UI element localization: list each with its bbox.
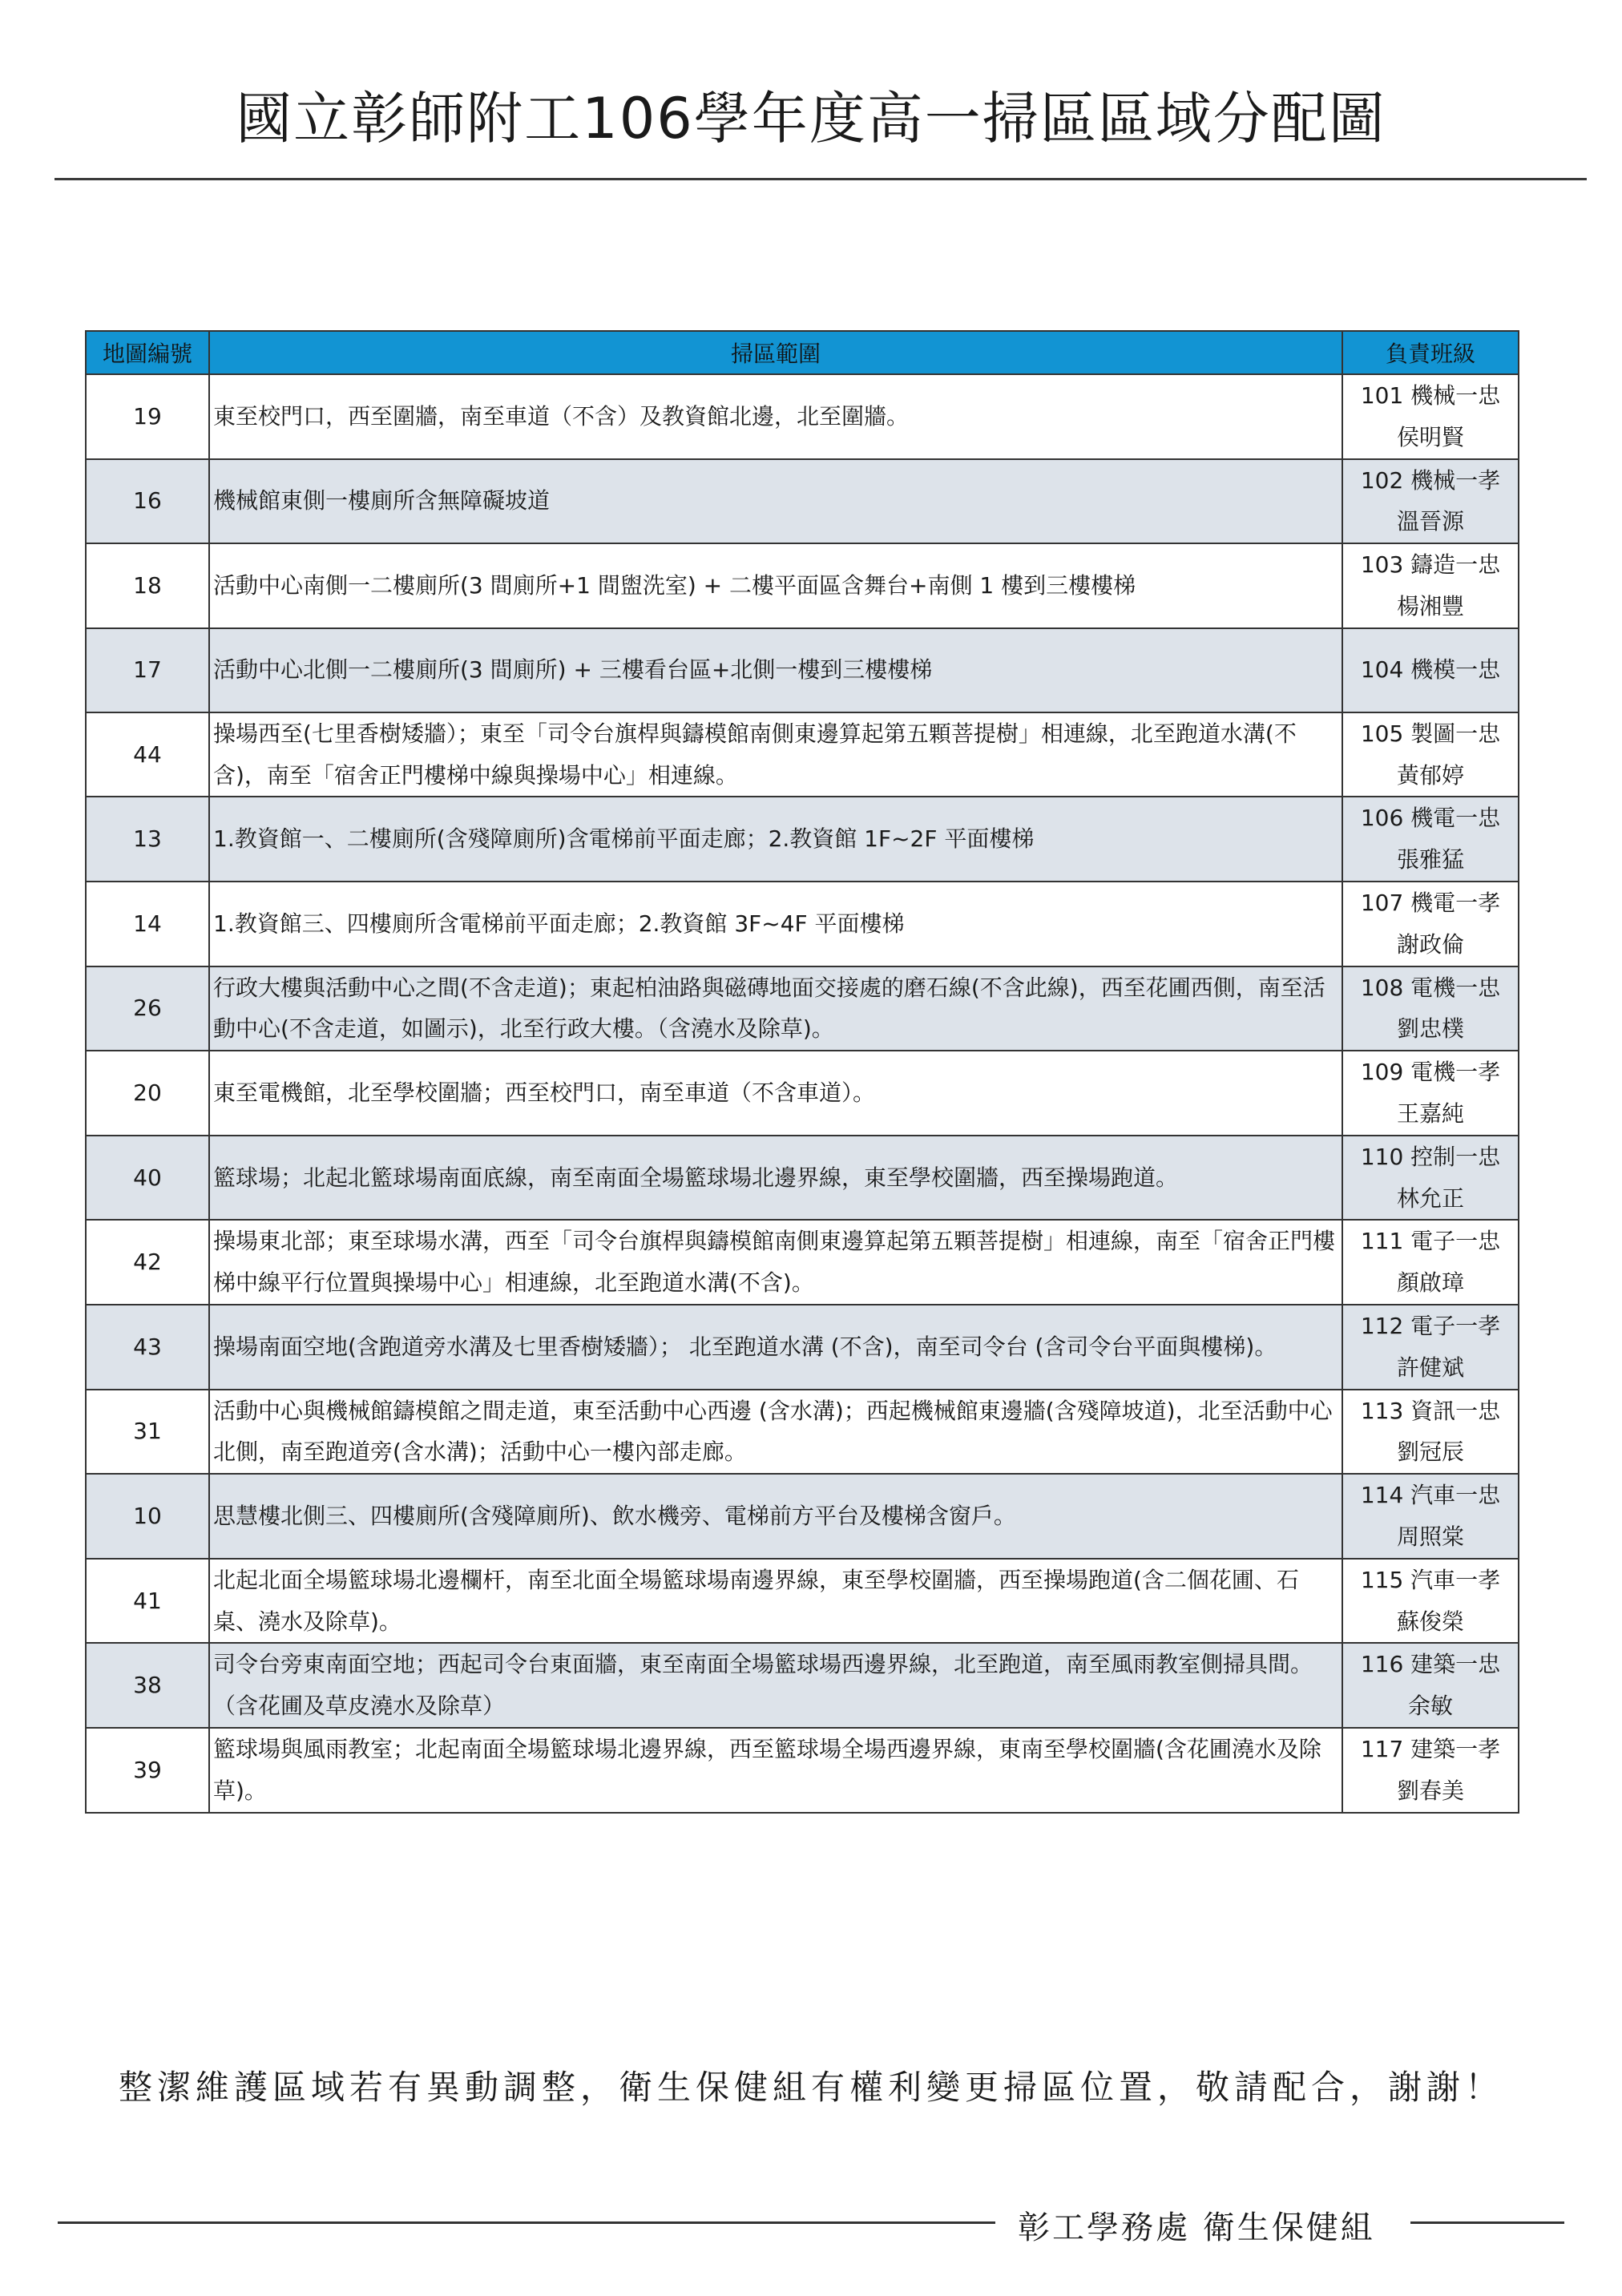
table-row [86, 1559, 1519, 1644]
class-cell [1342, 1643, 1519, 1728]
class-name: 106 機電一忠 [1360, 805, 1501, 832]
class-cell [1342, 712, 1519, 797]
header-area: 掃區範圍 [209, 331, 1342, 374]
map-number-cell: 18 [86, 543, 209, 628]
table-row [86, 797, 1519, 882]
area-cell: 籃球場與風雨教室；北起南面全場籃球場北邊界線，西至籃球場全場西邊界線，東南至學校圍牆(含花圃澆水及除草)。 [209, 1728, 1342, 1813]
allocation-table [85, 330, 1519, 1814]
notice-text: 整潔維護區域若有異動調整，衛生保健組有權利變更掃區位置，敬請配合，謝謝！ [118, 2068, 1503, 2107]
table-row [86, 628, 1519, 712]
map-number-cell: 17 [86, 628, 209, 712]
class-cell [1342, 1136, 1519, 1221]
class-cell [1342, 459, 1519, 544]
class-name: 113 資訊一忠 [1360, 1397, 1501, 1424]
area-cell: 籃球場；北起北籃球場南面底線，南至南面全場籃球場北邊界線，東至學校圍牆，西至操場跑道。 [209, 1136, 1342, 1221]
class-cell [1342, 543, 1519, 628]
area-cell: 活動中心北側一二樓廁所(3 間廁所) + 三樓看台區+北側一樓到三樓樓梯 [209, 628, 1342, 712]
teacher-name: 溫晉源 [1396, 508, 1464, 535]
teacher-name: 劉忠樸 [1396, 1015, 1464, 1043]
class-cell [1342, 966, 1519, 1051]
class-name: 102 機械一孝 [1360, 466, 1501, 494]
teacher-name: 謝政倫 [1396, 930, 1464, 958]
class-cell [1342, 1474, 1519, 1559]
class-name: 103 鑄造一忠 [1360, 551, 1501, 579]
class-cell [1342, 1390, 1519, 1475]
map-number-cell: 19 [86, 374, 209, 459]
map-number-cell: 39 [86, 1728, 209, 1813]
area-cell: 機械館東側一樓廁所含無障礙坡道 [209, 459, 1342, 544]
class-name: 114 汽車一忠 [1360, 1482, 1501, 1509]
table-row [86, 1643, 1519, 1728]
map-number-cell: 10 [86, 1474, 209, 1559]
area-cell: 東至校門口，西至圍牆，南至車道（不含）及教資館北邊，北至圍牆。 [209, 374, 1342, 459]
table-row [86, 1305, 1519, 1390]
teacher-name: 黃郁婷 [1396, 761, 1464, 789]
area-cell: 操場東北部；東至球場水溝，西至「司令台旗桿與鑄模館南側東邊算起第五顆菩提樹」相連線，南至「宿舍正門樓梯中線平行位置與操場中心」相連線，北至跑道水溝(不含)。 [209, 1220, 1342, 1305]
class-cell [1342, 882, 1519, 966]
teacher-name: 劉冠辰 [1396, 1439, 1464, 1466]
class-name: 112 電子一孝 [1360, 1312, 1501, 1339]
header-class: 負責班級 [1342, 331, 1519, 374]
map-number-cell: 41 [86, 1559, 209, 1644]
class-cell [1342, 1559, 1519, 1644]
area-cell: 操場西至(七里香樹矮牆）；東至「司令台旗桿與鑄模館南側東邊算起第五顆菩提樹」相連線，北至跑道水溝(不含)，南至「宿舍正門樓梯中線與操場中心」相連線。 [209, 712, 1342, 797]
teacher-name: 劉春美 [1396, 1777, 1464, 1804]
table-row [86, 1474, 1519, 1559]
table-row [86, 374, 1519, 459]
table-row [86, 1051, 1519, 1136]
teacher-name: 侯明賢 [1396, 423, 1464, 450]
map-number-cell: 13 [86, 797, 209, 882]
class-name: 110 控制一忠 [1360, 1143, 1501, 1170]
area-cell: 操場南面空地(含跑道旁水溝及七里香樹矮牆）； 北至跑道水溝 (不含)，南至司令台 (含司令台平面與樓梯)。 [209, 1305, 1342, 1390]
table-row [86, 1728, 1519, 1813]
teacher-name: 楊湘豐 [1396, 592, 1464, 619]
map-number-cell: 38 [86, 1643, 209, 1728]
teacher-name: 蘇俊榮 [1396, 1608, 1464, 1635]
map-number-cell: 31 [86, 1390, 209, 1475]
class-cell [1342, 374, 1519, 459]
footer-office: 彰工學務處 衛生保健組 [1018, 2209, 1375, 2246]
table-header-row [86, 331, 1519, 374]
map-number-cell: 16 [86, 459, 209, 544]
area-cell: 1.教資館一、二樓廁所(含殘障廁所)含電梯前平面走廊；2.教資館 1F~2F 平面樓梯 [209, 797, 1342, 882]
area-cell: 東至電機館，北至學校圍牆；西至校門口，南至車道（不含車道）。 [209, 1051, 1342, 1136]
title-divider [54, 178, 1587, 180]
area-cell: 活動中心與機械館鑄模館之間走道，東至活動中心西邊 (含水溝)；西起機械館東邊牆(含殘障坡道)，北至活動中心北側，南至跑道旁(含水溝)；活動中心一樓內部走廊。 [209, 1390, 1342, 1475]
class-cell [1342, 628, 1519, 712]
map-number-cell: 14 [86, 882, 209, 966]
area-cell: 行政大樓與活動中心之間(不含走道)；東起柏油路與磁磚地面交接處的磨石線(不含此線)，西至花圃西側，南至活動中心(不含走道，如圖示)，北至行政大樓。（含澆水及除草)。 [209, 966, 1342, 1051]
map-number-cell: 40 [86, 1136, 209, 1221]
table-row [86, 543, 1519, 628]
class-name: 107 機電一孝 [1360, 889, 1501, 916]
class-name: 104 機模一忠 [1360, 656, 1501, 684]
footer-divider-right [1410, 2221, 1564, 2224]
teacher-name: 林允正 [1396, 1184, 1464, 1212]
class-cell [1342, 1220, 1519, 1305]
footer-divider-left [58, 2221, 995, 2224]
area-cell: 司令台旁東南面空地；西起司令台東面牆，東至南面全場籃球場西邊界線，北至跑道，南至風雨教室側掃具間。（含花圃及草皮澆水及除草） [209, 1643, 1342, 1728]
table-row [86, 1220, 1519, 1305]
map-number-cell: 42 [86, 1220, 209, 1305]
area-cell: 北起北面全場籃球場北邊欄杆，南至北面全場籃球場南邊界線，東至學校圍牆，西至操場跑道(含二個花圃、石桌、澆水及除草)。 [209, 1559, 1342, 1644]
class-cell [1342, 1305, 1519, 1390]
table-row [86, 1136, 1519, 1221]
class-name: 101 機械一忠 [1360, 382, 1501, 409]
area-cell: 活動中心南側一二樓廁所(3 間廁所+1 間盥洗室) + 二樓平面區含舞台+南側 1 樓到三樓樓梯 [209, 543, 1342, 628]
teacher-name: 周照棠 [1396, 1523, 1464, 1550]
map-number-cell: 20 [86, 1051, 209, 1136]
class-name: 115 汽車一孝 [1360, 1566, 1501, 1593]
header-map-number: 地圖編號 [86, 331, 209, 374]
class-cell [1342, 797, 1519, 882]
class-cell [1342, 1728, 1519, 1813]
class-name: 108 電機一忠 [1360, 974, 1501, 1001]
teacher-name: 張雅猛 [1396, 846, 1464, 874]
map-number-cell: 44 [86, 712, 209, 797]
table-row [86, 882, 1519, 966]
map-number-cell: 43 [86, 1305, 209, 1390]
area-cell: 1.教資館三、四樓廁所含電梯前平面走廊；2.教資館 3F~4F 平面樓梯 [209, 882, 1342, 966]
table-row [86, 459, 1519, 544]
class-cell [1342, 1051, 1519, 1136]
class-name: 111 電子一忠 [1360, 1228, 1501, 1255]
teacher-name: 王嘉純 [1396, 1100, 1464, 1127]
table-row [86, 966, 1519, 1051]
class-name: 117 建築一孝 [1360, 1735, 1501, 1762]
table-row [86, 712, 1519, 797]
teacher-name: 許健斌 [1396, 1354, 1464, 1381]
teacher-name: 余敏 [1407, 1693, 1453, 1720]
class-name: 116 建築一忠 [1360, 1651, 1501, 1678]
teacher-name: 顏啟璋 [1396, 1269, 1464, 1297]
map-number-cell: 26 [86, 966, 209, 1051]
class-name: 105 製圖一忠 [1360, 720, 1501, 747]
page-title: 國立彰師附工106學年度高一掃區區域分配圖 [236, 86, 1386, 151]
area-cell: 思慧樓北側三、四樓廁所(含殘障廁所)、飲水機旁、電梯前方平台及樓梯含窗戶。 [209, 1474, 1342, 1559]
class-name: 109 電機一孝 [1360, 1059, 1501, 1086]
table-row [86, 1390, 1519, 1475]
